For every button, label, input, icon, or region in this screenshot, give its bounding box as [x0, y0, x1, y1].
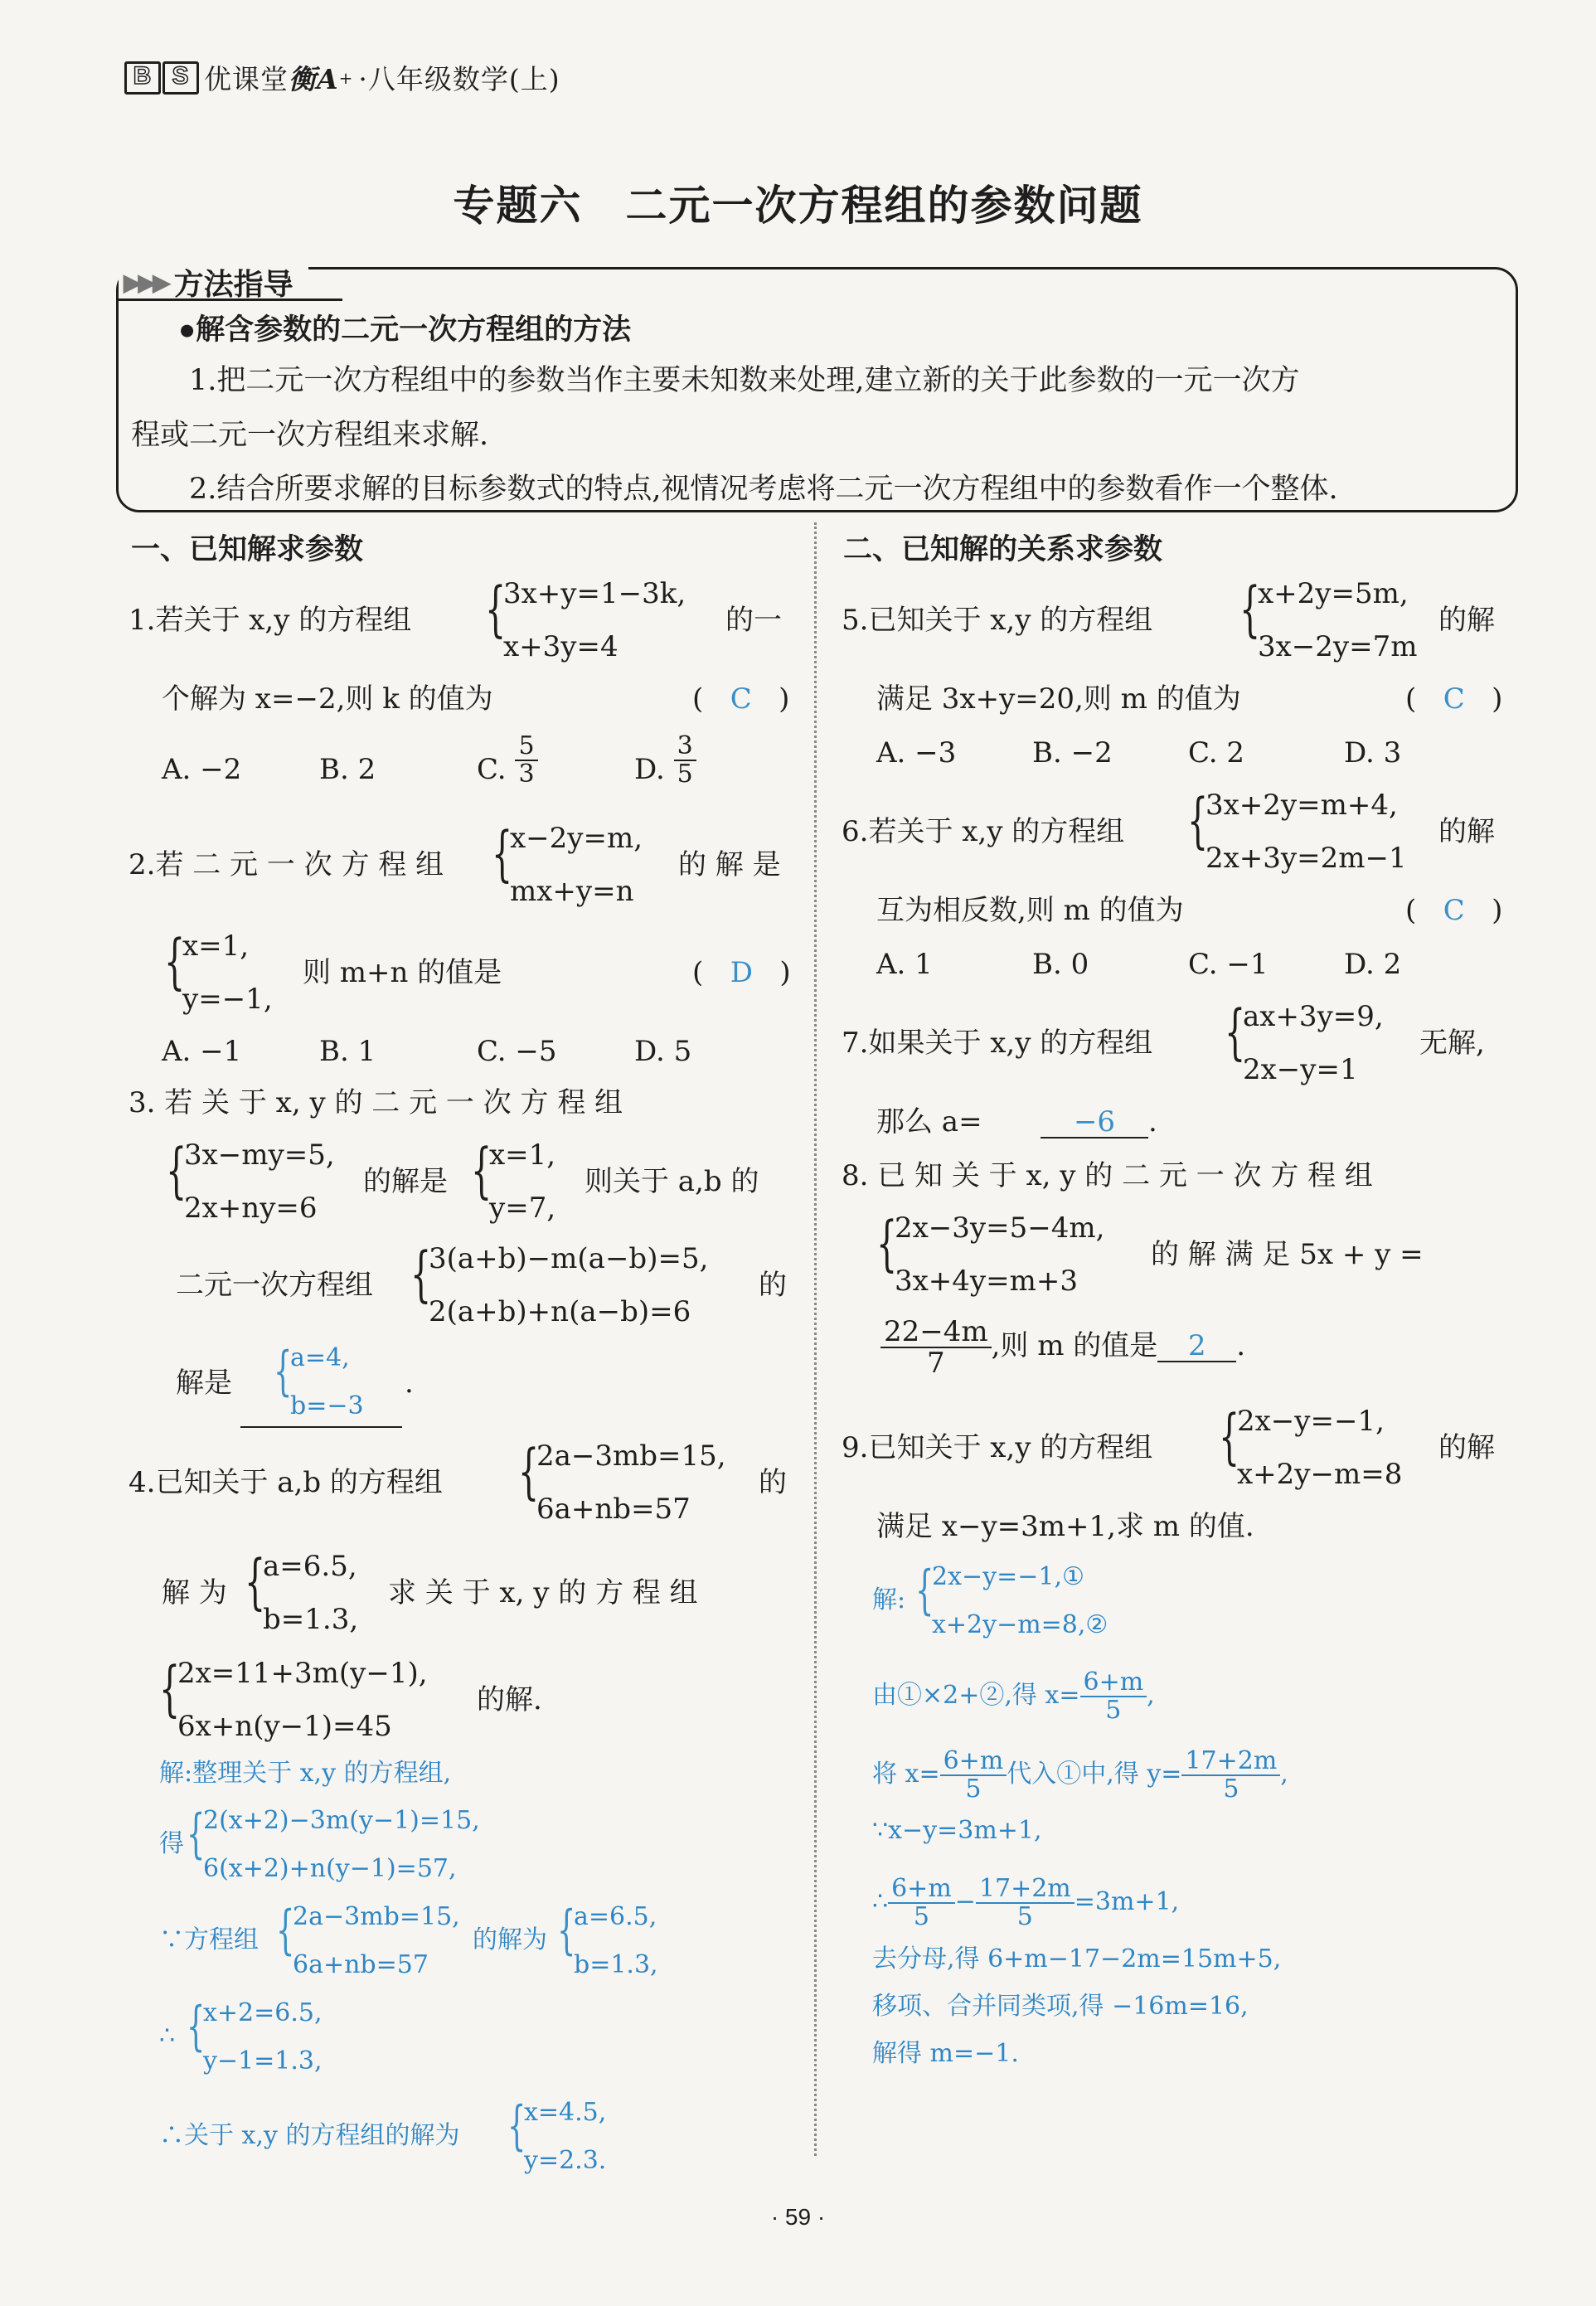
- q9-solution-fraction-2: [940, 1748, 1007, 1803]
- q4-eq1: 2a−3mb=15,: [536, 1439, 726, 1473]
- q4-solution-brace-2: {: [276, 1900, 295, 1961]
- q9-solution-line5-c: =3m+1,: [1074, 1887, 1180, 1916]
- q3-brace: {: [166, 1135, 187, 1205]
- brand-superscript: +: [338, 67, 354, 88]
- q3-s1: x=1,: [489, 1138, 556, 1172]
- q1-answer-paren: ( C ): [692, 682, 790, 716]
- q2-answer: D: [730, 956, 753, 989]
- q9-brace: {: [1219, 1401, 1240, 1471]
- q7-stem-end: 无解,: [1419, 1027, 1485, 1060]
- q2-answer-paren: ( D ): [692, 956, 791, 989]
- q6-answer-paren: ( C ): [1405, 894, 1503, 927]
- method-tag-underline: [119, 299, 342, 301]
- q9-line2: 满足 x−y=3m+1,求 m 的值.: [876, 1510, 1254, 1543]
- q5-eq1: x+2y=5m,: [1258, 577, 1409, 610]
- q9-solution-fraction-4: [888, 1876, 955, 1930]
- q6-eq1: 3x+2y=m+4,: [1205, 789, 1398, 822]
- q3-period: .: [405, 1367, 414, 1400]
- q7-brace: {: [1225, 997, 1246, 1066]
- q3-s2: y=7,: [489, 1192, 556, 1225]
- q9-f1-numerator: 6+m: [1080, 1669, 1147, 1697]
- q8-brace: {: [876, 1208, 898, 1278]
- q4-solution-e8: y−1=1.3,: [203, 2046, 323, 2075]
- q4-pre2: 解 为: [162, 1576, 227, 1609]
- q3-solution-brace: {: [471, 1135, 492, 1205]
- method-point-1a: 1.把二元一次方程组中的参数当作主要未知数来处理,建立新的关于此参数的一元一次方: [189, 364, 1300, 397]
- q4-solution-e3: 2a−3mb=15,: [293, 1902, 460, 1931]
- q4-solution-e6: b=1.3,: [574, 1950, 658, 1979]
- q8-line3: [880, 1317, 1245, 1378]
- q7-end: .: [1148, 1105, 1157, 1138]
- q4-solution-final: ∴关于 x,y 的方程组的解为: [159, 2121, 460, 2150]
- q1-c-denominator: 3: [518, 760, 535, 789]
- q1-stem-end: 的一: [725, 604, 782, 637]
- q3-eq4: 2(a+b)+n(a−b)=6: [429, 1295, 691, 1328]
- q9-f1-denominator: 5: [1105, 1696, 1122, 1725]
- q4-stem-end: 的: [759, 1466, 787, 1499]
- q7-answer: −6: [1041, 1107, 1148, 1138]
- q9-solution-line2-text: 由①×2+②,得 x=: [872, 1681, 1080, 1710]
- q1-answer: C: [730, 682, 752, 716]
- q4-solution-brace-3: {: [557, 1900, 576, 1961]
- q3-pre2: 二元一次方程组: [176, 1269, 373, 1302]
- q9-solution-line8: 解得 m=−1.: [872, 2039, 1019, 2068]
- q9-f3-numerator: 17+2m: [1181, 1748, 1280, 1776]
- q1-option-c-label: C.: [477, 753, 507, 786]
- q4-solution-therefore: ∴: [159, 2022, 176, 2051]
- q5-line2: 满足 3x+y=20,则 m 的值为: [876, 682, 1241, 716]
- q1-d-numerator: 3: [674, 733, 696, 761]
- q3-stem-end: 则关于 a,b 的: [585, 1165, 759, 1198]
- q4-post3: 的解.: [477, 1683, 542, 1716]
- q4-brace: {: [518, 1436, 540, 1506]
- q9-eq1: 2x−y=−1,: [1237, 1405, 1385, 1438]
- q8-fraction-numerator: 22−4m: [880, 1317, 992, 1348]
- q8-end: .: [1236, 1329, 1246, 1362]
- q1-option-d: [634, 731, 696, 789]
- q3-mid: 的解是: [363, 1165, 448, 1198]
- method-tag: [119, 260, 308, 303]
- page-title: 专题六 二元一次方程组的参数问题: [453, 181, 1143, 230]
- q2-option-b: B. 1: [319, 1035, 376, 1068]
- q1-option-c-fraction: [515, 733, 537, 788]
- q6-option-a: A. 1: [876, 948, 933, 981]
- q6-eq2: 2x+3y=2m−1: [1205, 842, 1407, 875]
- q3-eq2: 2x+ny=6: [184, 1192, 318, 1225]
- column-divider: [814, 522, 817, 2156]
- q9-f5-denominator: 5: [1016, 1902, 1033, 1931]
- q8-stem: 8. 已 知 关 于 x, y 的 二 元 一 次 方 程 组: [842, 1159, 1373, 1192]
- q4-solution-line1: 解:整理关于 x,y 的方程组,: [159, 1759, 452, 1788]
- running-header: [124, 58, 560, 97]
- q9-solution-line2: 由①×2+②,得 x= $\frac{6+m}{5}$ ,: [872, 1668, 1155, 1725]
- q9-f4-denominator: 5: [913, 1902, 929, 1931]
- q3-eq1: 3x−my=5,: [184, 1138, 335, 1172]
- method-point-1b: 程或二元一次方程组来求解.: [131, 419, 489, 452]
- triple-arrow-icon: ▶▶▶: [124, 269, 167, 295]
- publisher-logo: [124, 61, 199, 95]
- q7-answer-line: [1041, 1107, 1157, 1138]
- q3-stem: 3. 若 关 于 x, y 的 二 元 一 次 方 程 组: [129, 1086, 623, 1119]
- q9-f3-denominator: 5: [1223, 1774, 1239, 1804]
- q5-option-d: D. 3: [1344, 736, 1402, 769]
- q5-answer: C: [1443, 682, 1465, 716]
- q2-brace: {: [492, 818, 513, 888]
- q3-answer-blank: [240, 1426, 402, 1428]
- q6-stem-end: 的解: [1438, 815, 1495, 848]
- q2-line2: 则 m+n 的值是: [303, 956, 502, 989]
- q5-option-b: B. −2: [1032, 736, 1113, 769]
- q6-brace: {: [1187, 785, 1209, 855]
- q4-solution-since: ∵方程组: [159, 1925, 259, 1954]
- q2-stem-end: 的 解 是: [678, 848, 781, 881]
- method-point-2: 2.结合所要求解的目标参数式的特点,视情况考虑将二元一次方程组中的参数看作一个整体.: [189, 473, 1338, 506]
- q9-solution-line4: ∵x−y=3m+1,: [872, 1816, 1042, 1845]
- q7-stem: 7.如果关于 x,y 的方程组: [842, 1027, 1153, 1060]
- q3-brace-2: {: [410, 1239, 432, 1308]
- q2-solution-brace: {: [164, 926, 186, 996]
- q4-solution-e1: 2(x+2)−3m(y−1)=15,: [203, 1806, 480, 1835]
- q7-line2: 那么 a=: [876, 1105, 982, 1138]
- q8-line3-text: ,则 m 的值是: [991, 1329, 1158, 1362]
- q9-solution-line6: 去分母,得 6+m−17−2m=15m+5,: [872, 1944, 1282, 1973]
- q4-solution-brace-4: {: [187, 1996, 206, 2057]
- q5-answer-paren: ( C ): [1405, 682, 1503, 716]
- q3-post2: 的: [759, 1269, 787, 1302]
- q1-line2: 个解为 x=−2,则 k 的值为: [162, 682, 493, 716]
- q9-solution-line7: 移项、合并同类项,得 −16m=16,: [872, 1992, 1249, 2021]
- page-number: · 59 ·: [770, 2204, 826, 2230]
- q9-f2-numerator: 6+m: [940, 1748, 1007, 1776]
- q9-solution-line3-a: 将 x=: [872, 1760, 940, 1789]
- q1-option-a: A. −2: [162, 753, 242, 786]
- section-right-heading: 二、已知解的关系求参数: [843, 533, 1163, 566]
- q9-solution-line5-a: ∴: [872, 1887, 889, 1916]
- q4-post2: 求 关 于 x, y 的 方 程 组: [388, 1576, 698, 1609]
- q5-stem: 5.已知关于 x,y 的方程组: [842, 604, 1153, 637]
- method-heading: ●解含参数的二元一次方程组的方法: [178, 313, 632, 346]
- q9-solution-line5: [872, 1876, 1179, 1930]
- q2-s2: y=−1,: [182, 983, 273, 1016]
- q4-stem: 4.已知关于 a,b 的方程组: [129, 1466, 443, 1499]
- q1-c-numerator: 5: [515, 733, 537, 761]
- q5-eq2: 3x−2y=7m: [1258, 630, 1418, 663]
- logo-letter-s: S: [163, 61, 199, 95]
- q4-solution-de: 得: [159, 1829, 184, 1858]
- q9-solution-fraction-1: [1080, 1669, 1147, 1724]
- q9-solution-e1: 2x−y=−1,①: [932, 1562, 1084, 1591]
- book-subject: ·八年级数学(上): [358, 63, 560, 95]
- q1-eq2: x+3y=4: [503, 630, 619, 663]
- q2-option-d: D. 5: [634, 1035, 692, 1068]
- q4-eq2: 6a+nb=57: [536, 1493, 691, 1526]
- q4-solution-brace-5: {: [507, 2095, 526, 2157]
- q9-solution-line5-b: −: [954, 1887, 976, 1916]
- q1-d-denominator: 5: [677, 760, 693, 789]
- q4-solution-e2: 6(x+2)+n(y−1)=57,: [203, 1854, 457, 1883]
- q9-stem: 9.已知关于 x,y 的方程组: [842, 1431, 1153, 1464]
- section-left-heading: 一、已知解求参数: [131, 533, 364, 566]
- q8-stem-end: 的 解 满 足 5x + y =: [1151, 1238, 1424, 1271]
- q4-brace-2: {: [159, 1653, 181, 1723]
- q3-answer-1: a=4,: [290, 1343, 350, 1372]
- q3-pre3: 解是: [176, 1367, 232, 1400]
- q2-eq2: mx+y=n: [510, 875, 634, 908]
- q9-solution-fraction-3: [1181, 1748, 1280, 1803]
- q4-solution-e10: y=2.3.: [524, 2146, 607, 2175]
- q9-solution-line3-b: 代入①中,得 y=: [1007, 1760, 1182, 1789]
- q6-option-d: D. 2: [1344, 948, 1402, 981]
- q8-fraction-denominator: 7: [926, 1347, 945, 1380]
- brand-emphasis: 衡A: [289, 63, 339, 95]
- q4-solution-e9: x=4.5,: [524, 2098, 607, 2127]
- q6-option-c: C. −1: [1188, 948, 1269, 981]
- q1-option-b: B. 2: [319, 753, 376, 786]
- q5-stem-end: 的解: [1438, 604, 1495, 637]
- q2-stem: 2.若 二 元 一 次 方 程 组: [129, 848, 444, 881]
- q2-option-c: C. −5: [477, 1035, 557, 1068]
- q8-eq1: 2x−3y=5−4m,: [895, 1211, 1105, 1245]
- q9-solution-line3: 将 x= $\frac{6+m}{5}$ 代入①中,得 y= $\frac{17+2m}{5}$ ,: [872, 1746, 1288, 1804]
- q4-eq3: 2x=11+3m(y−1),: [177, 1657, 428, 1690]
- q9-stem-end: 的解: [1438, 1431, 1495, 1464]
- q9-eq2: x+2y−m=8: [1237, 1458, 1403, 1491]
- q5-option-a: A. −3: [876, 736, 957, 769]
- q9-f4-numerator: 6+m: [888, 1876, 955, 1904]
- q4-solution-brace: {: [245, 1546, 266, 1616]
- q6-line2: 互为相反数,则 m 的值为: [876, 894, 1184, 927]
- q9-solution-brace: {: [915, 1560, 934, 1621]
- q5-option-c: C. 2: [1188, 736, 1245, 769]
- q9-f5-numerator: 17+2m: [976, 1876, 1075, 1904]
- q9-f2-denominator: 5: [965, 1774, 982, 1804]
- q1-option-d-label: D.: [634, 753, 665, 786]
- q3-answer-brace: {: [274, 1341, 293, 1402]
- q4-solution-e5: a=6.5,: [574, 1902, 657, 1931]
- q6-answer: C: [1443, 894, 1465, 927]
- q7-eq2: 2x−y=1: [1243, 1053, 1358, 1086]
- q1-eq1: 3x+y=1−3k,: [503, 577, 686, 610]
- q4-solution-e7: x+2=6.5,: [203, 1998, 323, 2027]
- q4-s2: b=1.3,: [263, 1603, 359, 1636]
- q1-stem: 1.若关于 x,y 的方程组: [129, 604, 412, 637]
- brand-name: 优课堂: [204, 63, 289, 95]
- q8-eq2: 3x+4y=m+3: [895, 1265, 1078, 1298]
- q4-solution-e4: 6a+nb=57: [293, 1950, 429, 1979]
- q2-option-a: A. −1: [162, 1035, 242, 1068]
- q4-s1: a=6.5,: [263, 1550, 357, 1583]
- q4-solution-is: 的解为: [473, 1925, 547, 1954]
- q1-option-c: [477, 731, 538, 789]
- logo-letter-b: B: [124, 61, 161, 95]
- q9-solution-e2: x+2y−m=8,②: [932, 1610, 1108, 1639]
- q4-eq4: 6x+n(y−1)=45: [177, 1710, 392, 1743]
- q3-eq3: 3(a+b)−m(a−b)=5,: [429, 1242, 709, 1275]
- q2-eq1: x−2y=m,: [510, 822, 643, 855]
- q7-eq1: ax+3y=9,: [1243, 1000, 1384, 1033]
- method-tag-label: 方法指导: [173, 266, 293, 301]
- q9-solution-fraction-5: [976, 1876, 1075, 1930]
- q4-solution-brace-1: {: [187, 1804, 206, 1865]
- q5-brace: {: [1239, 574, 1261, 643]
- q8-fraction: [880, 1317, 992, 1378]
- q1-brace: {: [485, 574, 507, 643]
- q6-stem: 6.若关于 x,y 的方程组: [842, 815, 1125, 848]
- q3-answer-2: b=−3: [290, 1391, 364, 1420]
- q1-option-d-fraction: [674, 733, 696, 788]
- q9-solution-label: 解:: [872, 1585, 906, 1614]
- q8-answer: 2: [1157, 1331, 1236, 1362]
- q2-s1: x=1,: [182, 930, 250, 963]
- q6-option-b: B. 0: [1032, 948, 1089, 981]
